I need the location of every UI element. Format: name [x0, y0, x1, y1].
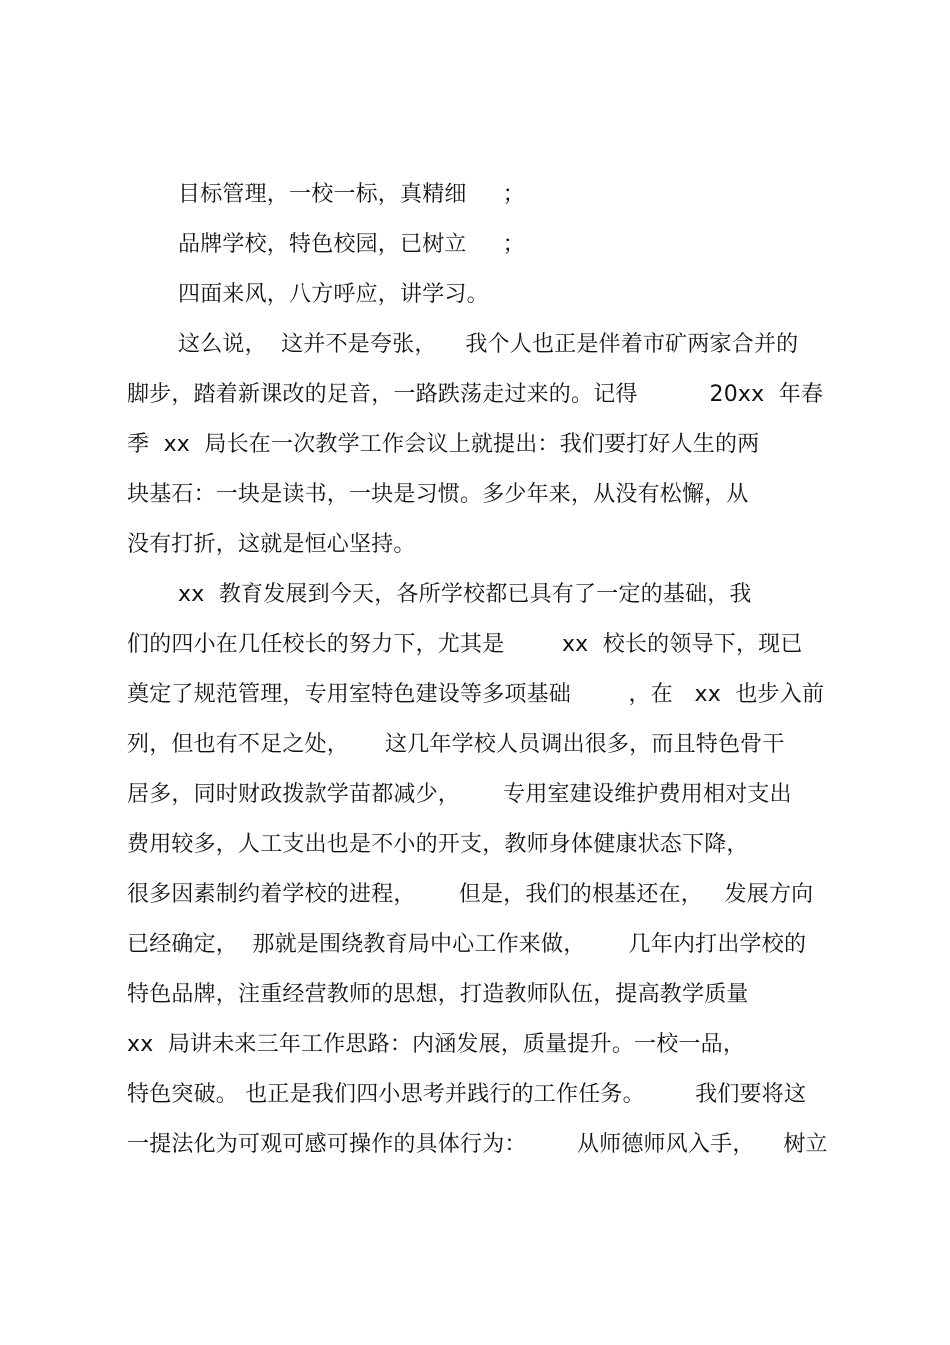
text-line: 脚步，踏着新课改的足音，一路跌荡走过来的。记得 20xx 年春 — [127, 382, 824, 407]
text-line: 已经确定， 那就是围绕教育局中心工作来做， 几年内打出学校的 — [127, 932, 807, 957]
text-line: 们的四小在几任校长的努力下，尤其是 xx 校长的领导下，现已 — [127, 632, 803, 657]
text-line: 季 xx 局长在一次教学工作会议上就提出：我们要打好人生的两 — [127, 432, 760, 457]
text-line: xx 局讲未来三年工作思路：内涵发展，质量提升。一校一品， — [127, 1032, 746, 1057]
text-line: 块基石：一块是读书，一块是习惯。多少年来，从没有松懈，从 — [127, 482, 749, 507]
text-line: 四面来风，八方呼应，讲学习。 — [178, 282, 489, 307]
text-line: 品牌学校，特色校园，已树立 ； — [178, 232, 525, 257]
text-line: 居多，同时财政拨款学苗都减少， 专用室建设维护费用相对支出 — [127, 782, 792, 807]
text-line: 特色突破。 也正是我们四小思考并践行的工作任务。 我们要将这 — [127, 1082, 807, 1107]
text-line: 特色品牌，注重经营教师的思想，打造教师队伍，提高教学质量 — [127, 982, 749, 1007]
text-line: 这么说， 这并不是夸张， 我个人也正是伴着市矿两家合并的 — [178, 332, 799, 357]
text-line: 很多因素制约着学校的进程， 但是，我们的根基还在， 发展方向 — [127, 882, 814, 907]
text-line: 奠定了规范管理，专用室特色建设等多项基础 ，在 xx 也步入前 — [127, 682, 825, 707]
text-line: 列，但也有不足之处， 这几年学校人员调出很多，而且特色骨干 — [127, 732, 785, 757]
text-line: 一提法化为可观可感可操作的具体行为： 从师德师风入手， 树立 — [127, 1132, 828, 1157]
text-line: 目标管理，一校一标，真精细 ； — [178, 182, 525, 207]
text-line: 费用较多，人工支出也是不小的开支，教师身体健康状态下降， — [127, 832, 749, 857]
text-line: xx 教育发展到今天，各所学校都已具有了一定的基础，我 — [178, 582, 752, 607]
text-line: 没有打折，这就是恒心坚持。 — [127, 532, 416, 557]
